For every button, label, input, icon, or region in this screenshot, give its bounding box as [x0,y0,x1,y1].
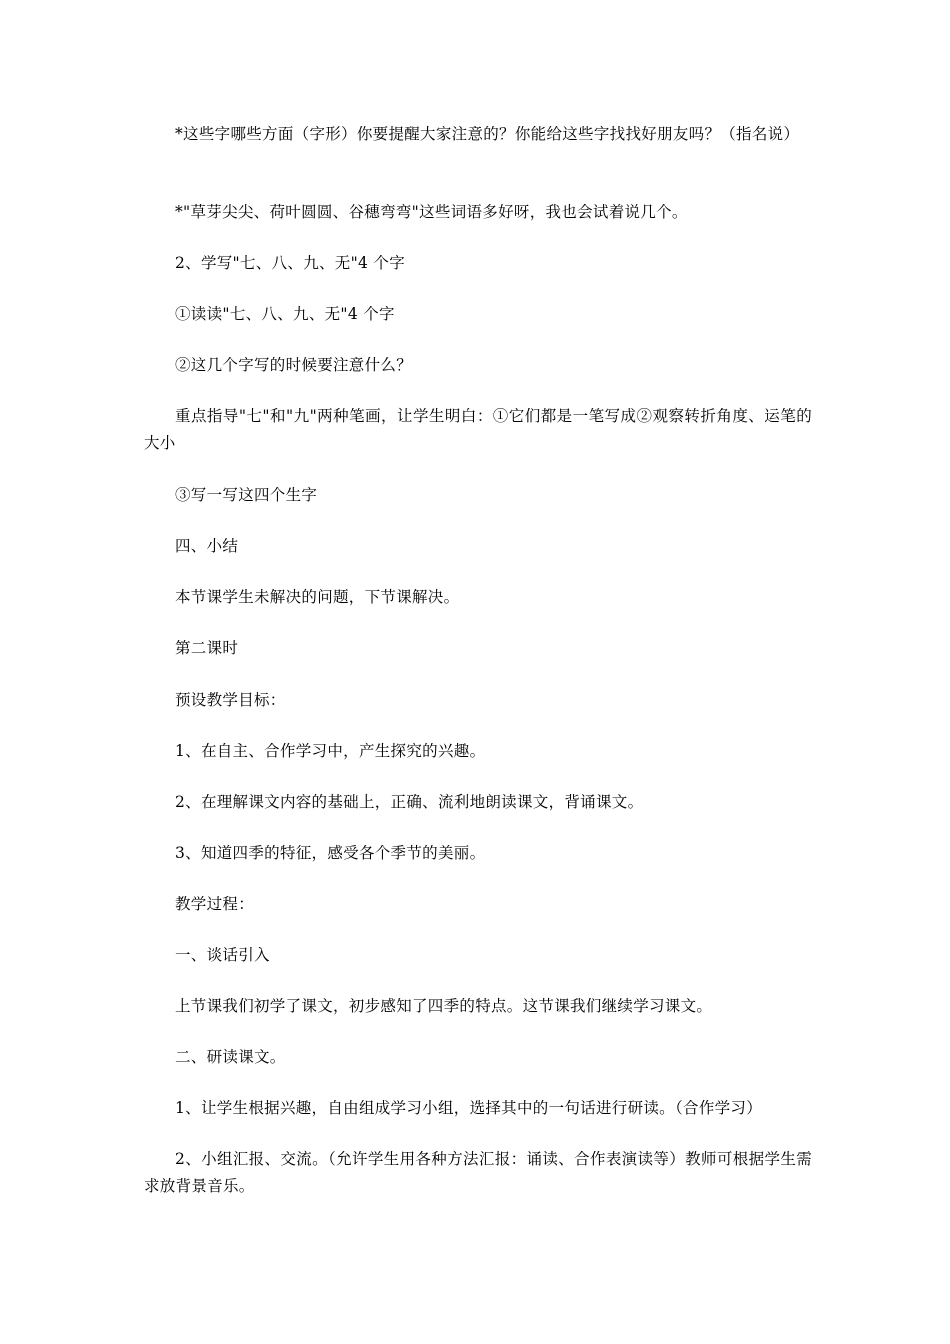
paragraph-key-guidance: 重点指导"七"和"九"两种笔画，让学生明白：①它们都是一笔写成②观察转折角度、运笔的大小 [144,407,812,452]
paragraph-attention: ②这几个字写的时候要注意什么？ [175,356,413,374]
section-heading-study: 二、研读课文。 [175,1048,286,1066]
paragraph-phrases: *"草芽尖尖、荷叶圆圆、谷穗弯弯"这些词语多好呀，我也会试着说几个。 [175,203,688,221]
heading-second-lesson: 第二课时 [175,639,239,657]
section-heading-summary: 四、小结 [175,537,239,555]
paragraph-review: 上节课我们初学了课文，初步感知了四季的特点。这节课我们继续学习课文。 [175,997,713,1015]
goal-item-3: 3、知道四季的特征，感受各个季节的美丽。 [175,844,486,862]
study-item-1: 1、让学生根据兴趣，自由组成学习小组，选择其中的一句话进行研读。（合作学习） [175,1099,763,1117]
paragraph-write-chars: ③写一写这四个生字 [175,486,318,504]
goal-item-1: 1、在自主、合作学习中，产生探究的兴趣。 [175,742,486,760]
paragraph-unsolved: 本节课学生未解决的问题，下节课解决。 [175,588,460,606]
paragraph-stroke-hint: *这些字哪些方面（字形）你要提醒大家注意的？你能给这些字找找好朋友吗？（指名说） [175,125,800,143]
heading-process: 教学过程： [175,895,255,913]
section-heading-intro: 一、谈话引入 [175,946,270,964]
study-item-2: 2、小组汇报、交流。（允许学生用各种方法汇报：诵读、合作表演读等）教师可根据学生需求放背景音乐。 [144,1150,812,1195]
paragraph-learn-write: 2、学写"七、八、九、无"4 个字 [175,254,406,272]
paragraph-read-chars: ①读读"七、八、九、无"4 个字 [175,305,395,323]
goal-item-2: 2、在理解课文内容的基础上，正确、流利地朗读课文，背诵课文。 [175,793,644,811]
heading-goals: 预设教学目标： [175,691,286,709]
